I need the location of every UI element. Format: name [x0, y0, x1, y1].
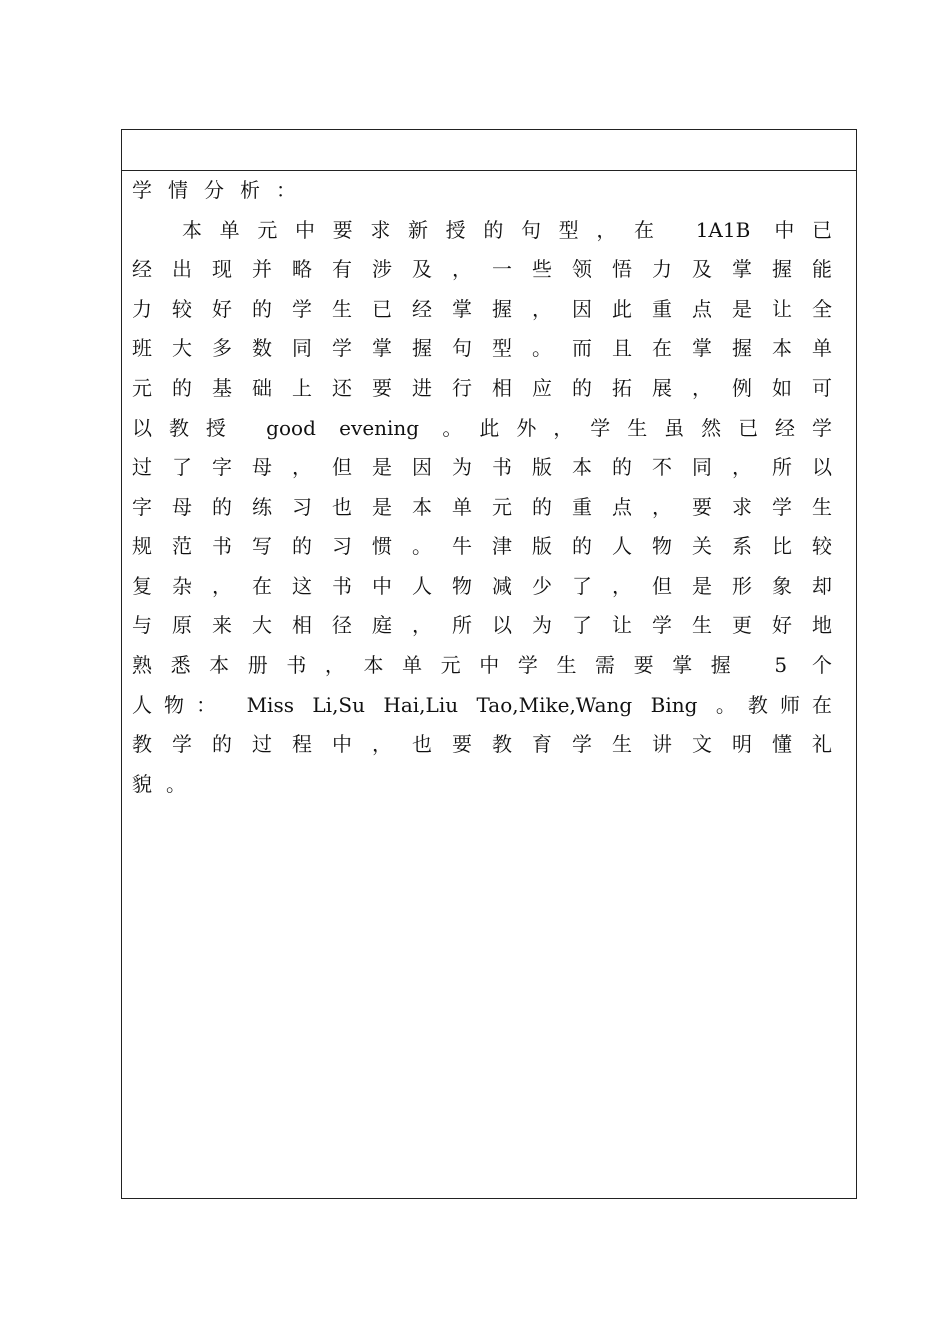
table-header-row: [122, 130, 856, 171]
paragraph-line: 字母的练习也是本单元的重点，要求学生: [132, 495, 832, 519]
paragraph-line: 经出现并略有涉及，一些领悟力及掌握能: [132, 257, 832, 281]
paragraph-line: 复杂，在这书中人物减少了，但是形象却: [132, 574, 832, 598]
paragraph-line: 熟悉本册书，本单元中学生需要掌握 5 个: [132, 653, 832, 677]
paragraph-line: 以教授 good evening 。此外，学生虽然已经学: [132, 416, 832, 440]
paragraph-line: 教学的过程中，也要教育学生讲文明懂礼: [132, 732, 832, 756]
section-heading: 学情分析：: [132, 178, 312, 202]
paragraph-line: 力较好的学生已经掌握，因此重点是让全: [132, 297, 832, 321]
lesson-plan-table: [121, 129, 857, 1199]
paragraph-line: 班大多数同学掌握句型。而且在掌握本单: [132, 336, 832, 360]
paragraph-line: 过了字母，但是因为书版本的不同，所以: [132, 455, 832, 479]
paragraph-line: 本单元中要求新授的句型，在 1A1B 中已: [182, 218, 832, 242]
paragraph-line: 规范书写的习惯。牛津版的人物关系比较: [132, 534, 832, 558]
paragraph-line: 元的基础上还要进行相应的拓展，例如可: [132, 376, 832, 400]
paragraph-line: 与原来大相径庭，所以为了让学生更好地: [132, 613, 832, 637]
paragraph-line: 貌。: [132, 772, 200, 796]
paragraph-line: 人物： Miss Li,Su Hai,Liu Tao,Mike,Wang Bing 。教师在: [132, 693, 832, 717]
